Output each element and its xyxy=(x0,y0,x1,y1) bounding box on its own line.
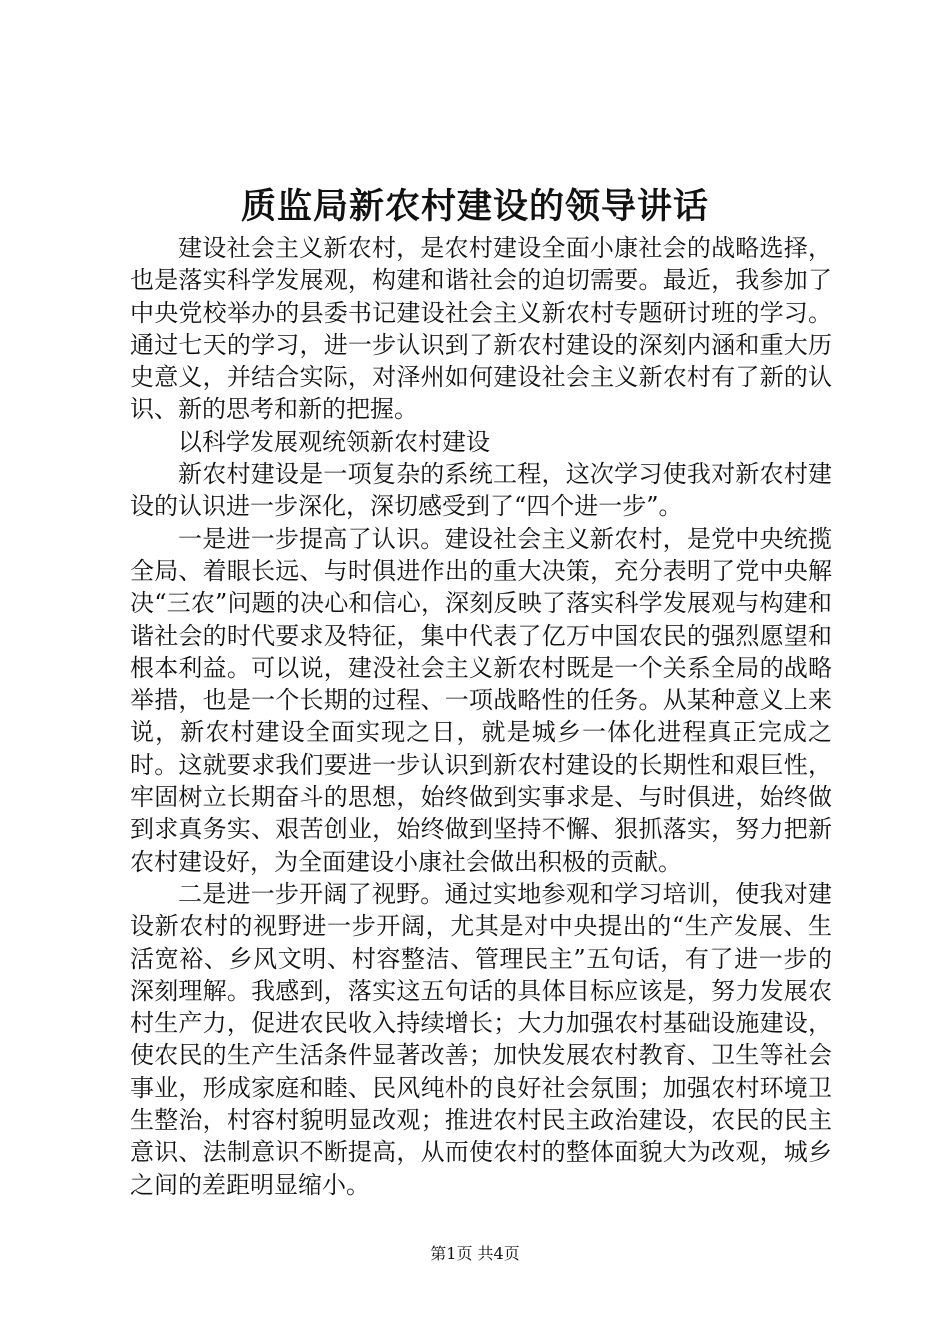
paragraph-intro: 建设社会主义新农村，是农村建设全面小康社会的战略选择，也是落实科学发展观，构建和谐社会的迫切需要。最近，我参加了中央党校举办的县委书记建设社会主义新农村专题研讨班的学习。通过七天的学习，进一步认识到了新农村建设的深刻内涵和重大历史意义，并结合实际，对泽州如何建设社会主义新农村有了新的认识、新的思考和新的把握。 xyxy=(130,234,832,424)
paragraph-point-one: 一是进一步提高了认识。建设社会主义新农村，是党中央统揽全局、着眼长远、与时俱进作出的重大决策，充分表明了党中央解决“三农”问题的决心和信心，深刻反映了落实科学发展观与构建和谐社会的时代要求及特征，集中代表了亿万中国农民的强烈愿望和根本利益。可以说，建没社会主义新农村既是一个关系全局的战略举措，也是一个长期的过程、一项战略性的任务。从某种意义上来说，新农村建设全面实现之日，就是城乡一体化进程真正完成之时。这就要求我们要进一步认识到新农村建设的长期性和艰巨性，牢固树立长期奋斗的思想，始终做到实事求是、与时俱进，始终做到求真务实、艰苦创业，始终做到坚持不懈、狠抓落实，努力把新农村建设好，为全面建设小康社会做出积极的贡献。 xyxy=(130,524,832,876)
document-body xyxy=(130,232,832,1201)
paragraph-overview: 新农村建设是一项复杂的系统工程，这次学习使我对新农村建设的认识进一步深化，深切感受到了“四个进一步”。 xyxy=(130,460,832,521)
section-heading: 以科学发展观统领新农村建设 xyxy=(178,427,490,456)
paragraph-point-two: 二是进一步开阔了视野。通过实地参观和学习培训，使我对建设新农村的视野进一步开阔，尤其是对中央提出的“生产发展、生活宽裕、乡风文明、村容整洁、管理民主”五句话，有了进一步的深刻理解。我感到，落实这五句话的具体目标应该是，努力发展农村生产力，促进农民收入持续增长；大力加强农村基础设施建设，使农民的生产生活条件显著改善；加快发展农村教育、卫生等社会事业，形成家庭和睦、民风纯朴的良好社会氛围；加强农村环境卫生整治，村容村貌明显改观；推进农村民主政治建设，农民的民主意识、法制意识不断提高，从而使农村的整体面貌大为改观，城乡之间的差距明显缩小。 xyxy=(130,879,832,1199)
page-number-footer: 第1页 共4页 xyxy=(430,1244,520,1263)
document-title: 质监局新农村建设的领导讲话 xyxy=(240,186,709,227)
